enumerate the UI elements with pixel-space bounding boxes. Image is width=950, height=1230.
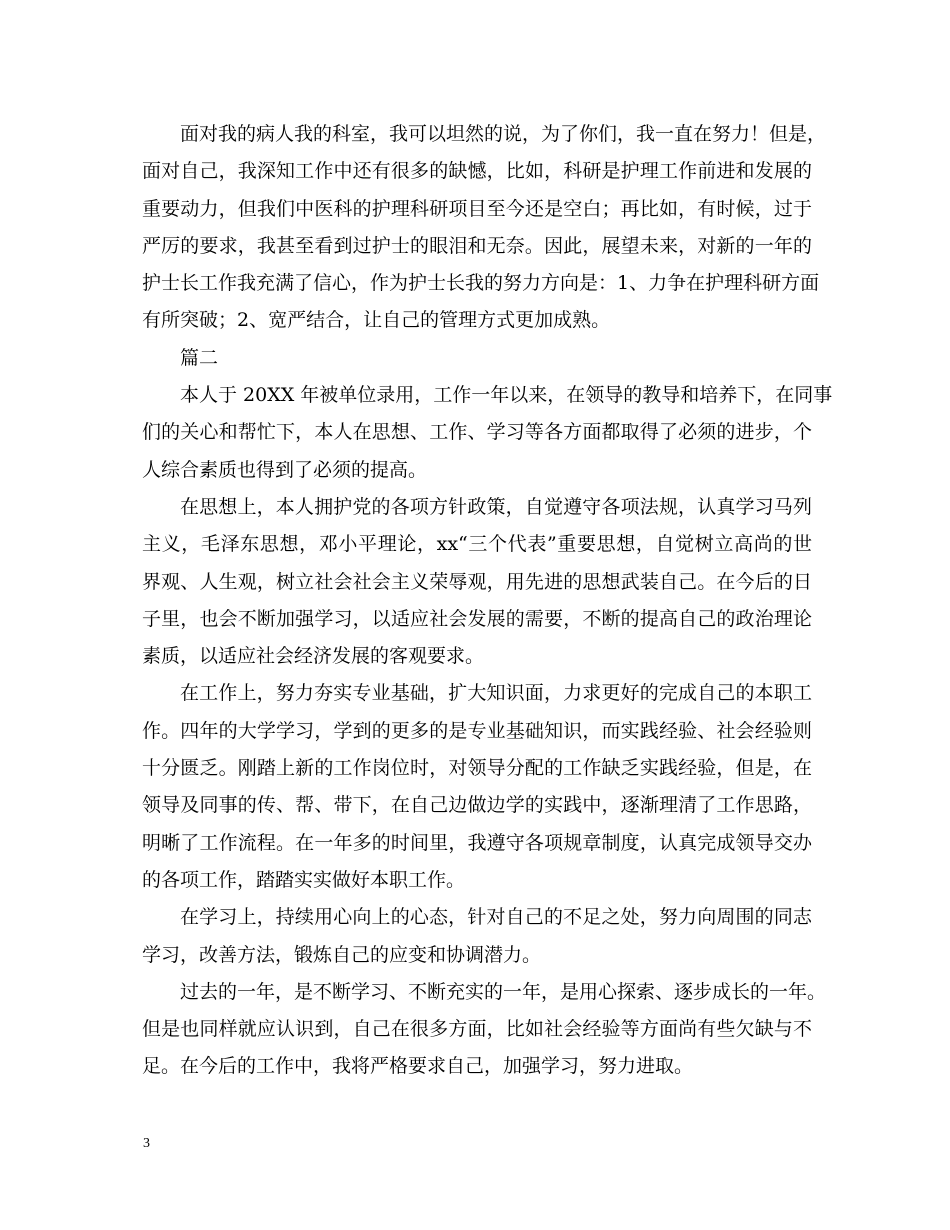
text-line: 作。四年的大学学习，学到的更多的是专业基础知识，而实践经验、社会经验则 (142, 719, 812, 742)
text-line: 在思想上，本人拥护党的各项方针政策，自觉遵守各项法规，认真学习马列 (180, 495, 812, 518)
page-number: 3 (143, 1136, 150, 1151)
paragraph (142, 899, 812, 974)
text-line: 足。在今后的工作中，我将严格要求自己，加强学习，努力进取。 (142, 1055, 694, 1078)
text-line: 重要动力，但我们中医科的护理科研项目至今还是空白；再比如，有时候，过于 (142, 197, 812, 220)
text-line: 的各项工作，踏踏实实做好本职工作。 (142, 868, 466, 891)
text-line: 严厉的要求，我甚至看到过护士的眼泪和无奈。因此，展望未来，对新的一年的 (142, 234, 812, 257)
text-line: 界观、人生观，树立社会社会主义荣辱观，用先进的思想武装自己。在今后的日 (142, 570, 812, 593)
text-line: 们的关心和帮忙下，本人在思想、工作、学习等各方面都取得了必须的进步，个 (142, 421, 812, 444)
text-line: 过去的一年，是不断学习、不断充实的一年，是用心探索、逐步成长的一年。 (180, 980, 827, 1003)
text-line: 主义，毛泽东思想，邓小平理论，xx“三个代表”重要思想，自觉树立高尚的世 (142, 533, 812, 556)
paragraph (142, 116, 827, 340)
text-line: 素质，以适应社会经济发展的客观要求。 (142, 645, 485, 668)
text-line: 人综合素质也得到了必须的提高。 (142, 458, 428, 481)
text-line: 但是也同样就应认识到，自己在很多方面，比如社会经验等方面尚有些欠缺与不 (142, 1018, 812, 1041)
text-line: 本人于 20XX 年被单位录用，工作一年以来，在领导的教导和培养下，在同事 (180, 384, 833, 407)
text-line: 领导及同事的传、帮、带下，在自己边做边学的实践中，逐渐理清了工作思路， (142, 794, 812, 817)
paragraph (142, 377, 833, 489)
document-body (142, 116, 833, 1086)
section-heading (142, 340, 812, 377)
text-line: 护士长工作我充满了信心，作为护士长我的努力方向是：1、力争在护理科研方面 (142, 272, 820, 295)
text-line: 子里，也会不断加强学习，以适应社会发展的需要，不断的提高自己的政治理论 (142, 607, 812, 630)
text-line: 在学习上，持续用心向上的心态，针对自己的不足之处，努力向周围的同志 (180, 906, 812, 929)
text-line: 在工作上，努力夯实专业基础，扩大知识面，力求更好的完成自己的本职工 (180, 682, 812, 705)
paragraph (142, 675, 812, 899)
text-line: 面对自己，我深知工作中还有很多的缺憾，比如，科研是护理工作前进和发展的 (142, 160, 812, 183)
text-line: 篇二 (180, 346, 219, 369)
text-line: 明晰了工作流程。在一年多的时间里，我遵守各项规章制度，认真完成领导交办 (142, 831, 812, 854)
paragraph (142, 974, 827, 1086)
text-line: 十分匮乏。刚踏上新的工作岗位时，对领导分配的工作缺乏实践经验，但是，在 (142, 757, 812, 780)
text-line: 面对我的病人我的科室，我可以坦然的说，为了你们，我一直在努力！但是， (180, 123, 827, 145)
text-line: 有所突破；2、宽严结合，让自己的管理方式更加成熟。 (142, 309, 611, 332)
paragraph (142, 489, 812, 675)
text-line: 学习，改善方法，锻炼自己的应变和协调潜力。 (142, 943, 542, 966)
